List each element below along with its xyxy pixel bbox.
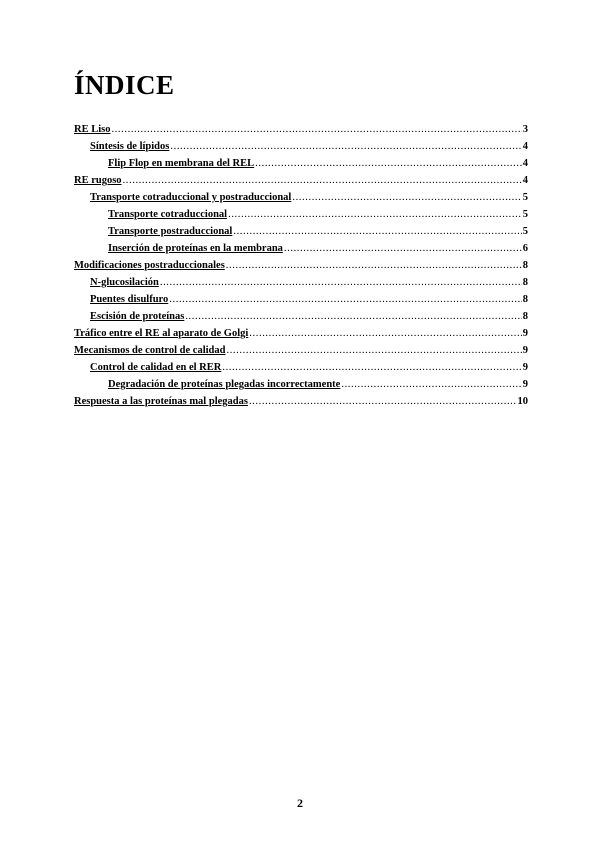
table-of-contents <box>74 124 528 413</box>
toc-entry[interactable] <box>74 396 528 413</box>
toc-leader-dots <box>123 175 522 186</box>
toc-entry-page: 9 <box>522 379 528 390</box>
toc-leader-dots <box>169 294 521 305</box>
toc-entry[interactable] <box>74 294 528 311</box>
toc-entry-page: 4 <box>522 158 528 169</box>
toc-leader-dots <box>228 209 522 220</box>
toc-leader-dots <box>255 158 522 169</box>
toc-entry[interactable] <box>74 226 528 243</box>
toc-entry-page: 9 <box>522 345 528 356</box>
toc-entry-page: 6 <box>522 243 528 254</box>
toc-entry-page: 4 <box>522 141 528 152</box>
toc-entry[interactable] <box>74 379 528 396</box>
toc-leader-dots <box>284 243 522 254</box>
toc-entry-title[interactable]: Transporte cotraduccional y postraduccional <box>90 192 292 203</box>
toc-entry-title[interactable]: Degradación de proteínas plegadas incorrectamente <box>108 379 341 390</box>
toc-entry-title[interactable]: Flip Flop en membrana del REL <box>108 158 255 169</box>
toc-entry-title[interactable]: Puentes disulfuro <box>90 294 169 305</box>
toc-leader-dots <box>222 362 521 373</box>
toc-entry[interactable] <box>74 345 528 362</box>
toc-entry-title[interactable]: Transporte cotraduccional <box>108 209 228 220</box>
toc-leader-dots <box>226 345 521 356</box>
toc-entry-title[interactable]: Transporte postraduccional <box>108 226 233 237</box>
toc-entry-page: 9 <box>522 328 528 339</box>
toc-leader-dots <box>185 311 521 322</box>
toc-entry-page: 8 <box>522 277 528 288</box>
toc-entry-title[interactable]: Síntesis de lípidos <box>90 141 170 152</box>
toc-entry[interactable] <box>74 328 528 345</box>
toc-leader-dots <box>170 141 521 152</box>
toc-entry-title[interactable]: Respuesta a las proteínas mal plegadas <box>74 396 248 407</box>
toc-entry[interactable] <box>74 158 528 175</box>
toc-entry-title[interactable]: Escisión de proteínas <box>90 311 185 322</box>
toc-entry-title[interactable]: RE Liso <box>74 124 111 135</box>
toc-entry-page: 5 <box>522 209 528 220</box>
toc-entry-title[interactable]: RE rugoso <box>74 175 122 186</box>
page-number: 2 <box>297 796 303 810</box>
toc-entry-page: 4 <box>522 175 528 186</box>
toc-leader-dots <box>226 260 522 271</box>
toc-entry-title[interactable]: Control de calidad en el RER <box>90 362 222 373</box>
toc-entry-title[interactable]: Modificaciones postraduccionales <box>74 260 225 271</box>
toc-leader-dots <box>292 192 521 203</box>
page-title: ÍNDICE <box>74 70 175 100</box>
toc-entry-title[interactable]: Inserción de proteínas en la membrana <box>108 243 283 254</box>
toc-entry-title[interactable]: N-glucosilación <box>90 277 159 288</box>
toc-entry[interactable] <box>74 175 528 192</box>
toc-leader-dots <box>341 379 521 390</box>
toc-leader-dots <box>249 396 517 407</box>
toc-entry[interactable] <box>74 243 528 260</box>
toc-leader-dots <box>233 226 521 237</box>
toc-entry-page: 10 <box>517 396 528 407</box>
toc-entry-page: 9 <box>522 362 528 373</box>
toc-leader-dots <box>249 328 521 339</box>
toc-entry[interactable] <box>74 141 528 158</box>
toc-entry-page: 8 <box>522 311 528 322</box>
toc-entry-title[interactable]: Mecanismos de control de calidad <box>74 345 226 356</box>
toc-entry[interactable] <box>74 209 528 226</box>
toc-entry[interactable] <box>74 362 528 379</box>
toc-leader-dots <box>111 124 521 135</box>
toc-leader-dots <box>160 277 522 288</box>
toc-entry[interactable] <box>74 192 528 209</box>
toc-entry[interactable] <box>74 124 528 141</box>
toc-entry[interactable] <box>74 311 528 328</box>
toc-entry-page: 5 <box>522 226 528 237</box>
toc-entry-page: 5 <box>522 192 528 203</box>
toc-entry-page: 3 <box>522 124 528 135</box>
toc-entry[interactable] <box>74 277 528 294</box>
toc-entry[interactable] <box>74 260 528 277</box>
toc-entry-page: 8 <box>522 294 528 305</box>
toc-entry-page: 8 <box>522 260 528 271</box>
toc-entry-title[interactable]: Tráfico entre el RE al aparato de Golgi <box>74 328 249 339</box>
